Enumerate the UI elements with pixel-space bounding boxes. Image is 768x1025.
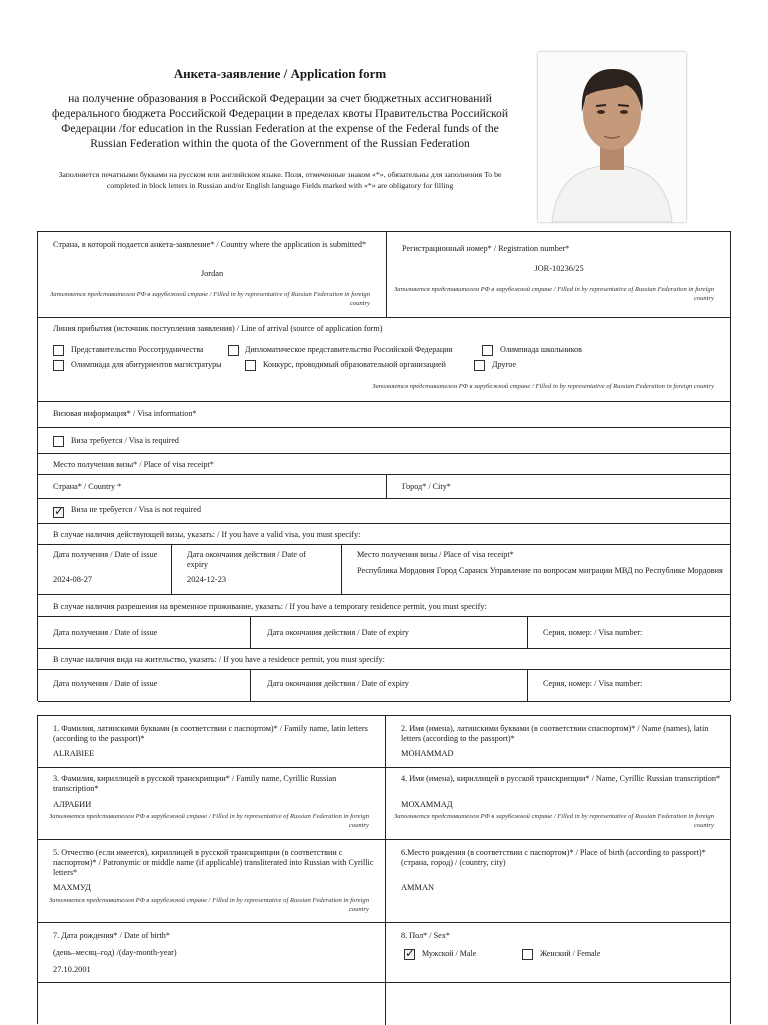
name-latin-label: 2. Имя (имена), латинскими буквами (в соответствии спаспортом)* / Name (names), latin letters (according to the passport)* (401, 724, 709, 743)
country-label: Страна, в которой подается анкета-заявление* / Country where the application is submitted* (53, 240, 367, 249)
arrival-option-checkbox[interactable] (228, 345, 239, 356)
residence-issue-cell[interactable] (38, 670, 250, 701)
registration-value[interactable]: JOR-10236/25 (534, 264, 584, 273)
visa-required-checkbox[interactable] (53, 436, 64, 447)
arrival-option-checkbox[interactable] (53, 345, 64, 356)
birthplace-label: 6.Место рождения (в соответствии с паспортом)* / Place of birth (according to passport)* (страна, город) / (country, city) (401, 848, 706, 867)
sex-female-checkbox[interactable] (522, 949, 533, 960)
temp-number-cell[interactable] (527, 617, 730, 648)
rep-note: Заполняется представителем РФ в зарубежной стране / Filled in by representative of Russian Federation in foreign country (49, 813, 369, 829)
visa-required-label: Виза требуется / Visa is required (71, 436, 179, 445)
family-name-latin-label: 1. Фамилия, латинскими буквами (в соответствии с паспортом)* / Family name, latin letters (according to the passport)* (53, 724, 368, 743)
arrival-option-checkbox[interactable] (474, 360, 485, 371)
visa-issue-value[interactable]: 2024-08-27 (53, 575, 93, 584)
temp-issue-label: Дата получения / Date of issue (53, 628, 158, 637)
patronymic-value[interactable]: МАХМУД (53, 883, 91, 892)
visa-not-required-checkbox[interactable] (53, 507, 64, 518)
rep-note: Заполняется представителем РФ в зарубежной стране / Filled in by representative of Russian Federation in foreign country (394, 813, 714, 829)
visa-not-required-row (38, 499, 730, 524)
temp-expiry-cell[interactable] (250, 617, 527, 648)
birthdate-cell (38, 923, 385, 982)
family-name-cyrillic-label: 3. Фамилия, кириллицей в русской транскрипции* / Family name, Cyrillic Russian transcription* (53, 774, 337, 793)
arrival-row (38, 318, 730, 402)
visa-country-city-row (38, 475, 730, 499)
visa-issue-cell (38, 545, 171, 594)
sex-label: 8. Пол* / Sex* (401, 931, 451, 940)
latin-names-row (38, 716, 730, 768)
name-cyrillic-value[interactable]: МОХАММАД (401, 800, 453, 809)
arrival-option-checkbox[interactable] (482, 345, 493, 356)
form-title: Анкета-заявление / Application form (173, 66, 387, 81)
temp-permit-row (38, 595, 730, 617)
family-name-latin-value[interactable]: ALRABIEE (53, 749, 95, 758)
name-latin-cell (385, 716, 730, 767)
visa-receipt-label: Место получения визы / Place of visa receipt* (357, 550, 514, 559)
applicant-photo (538, 52, 686, 222)
family-name-latin-cell (38, 716, 385, 767)
birthdate-value[interactable]: 27.10.2001 (53, 965, 91, 974)
temp-expiry-label: Дата окончания действия / Date of expiry (267, 628, 409, 637)
birthplace-cell (385, 840, 730, 922)
arrival-note: Заполняется представителем РФ в зарубежной стране / Filled in by representative of Russian Federation in foreign country (372, 383, 714, 390)
residence-fields-row (38, 670, 730, 702)
visa-city-cell[interactable] (386, 475, 730, 498)
name-cyrillic-cell (385, 768, 730, 839)
birthdate-label: 7. Дата рождения* / Date of birth* (53, 931, 170, 940)
country-registration-row (38, 232, 730, 318)
visa-expiry-label: Дата окончания действия / Date of expiry (187, 550, 306, 569)
next-row-right-cell (385, 983, 730, 1025)
valid-visa-details-row (38, 545, 730, 595)
visa-required-row (38, 428, 730, 454)
registration-label: Регистрационный номер* / Registration number* (402, 244, 570, 253)
family-name-cyrillic-cell (38, 768, 385, 839)
visa-issue-label: Дата получения / Date of issue (53, 550, 158, 559)
registration-visa-section (37, 231, 731, 701)
next-row (38, 983, 730, 1025)
visa-country-cell[interactable] (38, 475, 386, 498)
patronymic-birthplace-row (38, 840, 730, 923)
visa-not-required-label: Виза не требуется / Visa is not required (71, 505, 201, 514)
visa-place-row (38, 454, 730, 475)
valid-visa-label: В случае наличия действующей визы, указать: / If you have a valid visa, you must specify: (53, 530, 361, 539)
temp-issue-cell[interactable] (38, 617, 250, 648)
residence-label: В случае наличия вида на жительство, указать: / If you have a residence permit, you must specify: (53, 655, 385, 664)
country-value[interactable]: Jordan (200, 269, 224, 278)
sex-male-checkbox[interactable] (404, 949, 415, 960)
arrival-option-label: Представительство Россотрудничества (71, 345, 204, 354)
rep-note: Заполняется представителем РФ в зарубежной стране / Filled in by representative of Russian Federation in foreign country (50, 291, 370, 307)
arrival-label: Линия прибытия (источник поступления заявления) / Line of arrival (source of application form) (53, 324, 383, 333)
birthdate-format: (день–месяц–год) /(day-month-year) (53, 948, 177, 957)
birthdate-sex-row (38, 923, 730, 983)
family-name-cyrillic-value[interactable]: АЛРАБИИ (53, 800, 92, 809)
visa-expiry-cell (171, 545, 341, 594)
residence-number-label: Серия, номер: / Visa number: (543, 679, 643, 688)
temp-permit-fields-row (38, 617, 730, 649)
rep-note: Заполняется представителем РФ в зарубежной стране / Filled in by representative of Russian Federation in foreign country (49, 897, 369, 913)
arrival-option-checkbox[interactable] (245, 360, 256, 371)
sex-female-label: Женский / Female (540, 949, 601, 958)
residence-expiry-cell[interactable] (250, 670, 527, 701)
sex-male-label: Мужской / Male (422, 949, 477, 958)
residence-issue-label: Дата получения / Date of issue (53, 679, 158, 688)
arrival-option-label: Олимпиада школьников (500, 345, 582, 354)
arrival-option-label: Конкурс, проводимый образовательной организацией (263, 360, 446, 369)
residence-expiry-label: Дата окончания действия / Date of expiry (267, 679, 409, 688)
rep-note: Заполняется представителем РФ в зарубежной стране / Filled in by representative of Russian Federation in foreign country (394, 286, 714, 302)
patronymic-label: 5. Отчество (если имеется), кириллицей в русской транскрипции (в соответствии с паспортом)* / Patronymic or middle name (if applicable) transliterated into Russian with Cyrillic letters* (53, 848, 374, 877)
form-subtitle: на получение образования в Российской Федерации за счет бюджетных ассигнований федерального бюджета Российской Федерации в пределах квоты Правительства Российской Федерации /for education in the Russian Federation at the expense of the Federal funds of the Russian Federation within the quota of the Government of the Russian Federation (51, 92, 509, 150)
arrival-option-label: Олимпиада для абитуриентов магистратуры (71, 360, 222, 369)
personal-data-section (37, 715, 731, 1024)
visa-expiry-value[interactable]: 2024-12-23 (187, 575, 227, 584)
visa-info-label: Визовая информация* / Visa information* (53, 409, 197, 418)
temp-permit-label: В случае наличия разрешения на временное проживание, указать: / If you have a temporary residence permit, you must specify: (53, 602, 487, 611)
visa-info-row (38, 402, 730, 428)
name-cyrillic-label: 4. Имя (имена), кириллицей в русской транскрипции* / Name, Cyrillic Russian transcription* (401, 774, 721, 783)
cyrillic-names-row (38, 768, 730, 840)
visa-receipt-value[interactable]: Республика Мордовия Город Саранск Управление по вопросам миграции МВД по Республике Мордовия (357, 566, 723, 575)
visa-place-label: Место получения визы* / Place of visa receipt* (53, 460, 214, 469)
residence-row (38, 649, 730, 670)
arrival-option-label: Дипломатическое представительство Российской Федерации (245, 345, 453, 354)
sex-cell (385, 923, 730, 982)
fill-instructions: Заполняется печатными буквами на русском или английском языке. Поля, отмеченные знаком «*», обязательны для заполнения To be completed in block letters in Russian and/or English language Fields marked with «*» are obligatory for filling (58, 170, 502, 190)
name-latin-value[interactable]: MOHAMMAD (401, 749, 454, 758)
arrival-option-label: Другое (492, 360, 517, 369)
birthplace-value[interactable]: AMMAN (401, 883, 435, 892)
residence-number-cell[interactable] (527, 670, 730, 701)
patronymic-cell (38, 840, 385, 922)
visa-receipt-cell (341, 545, 730, 594)
temp-number-label: Серия, номер: / Visa number: (543, 628, 643, 637)
visa-country-label: Страна* / Country * (53, 482, 122, 491)
country-cell (38, 232, 386, 317)
visa-city-label: Город* / City* (402, 482, 451, 491)
valid-visa-row (38, 524, 730, 545)
arrival-option-checkbox[interactable] (53, 360, 64, 371)
registration-cell (386, 232, 730, 317)
